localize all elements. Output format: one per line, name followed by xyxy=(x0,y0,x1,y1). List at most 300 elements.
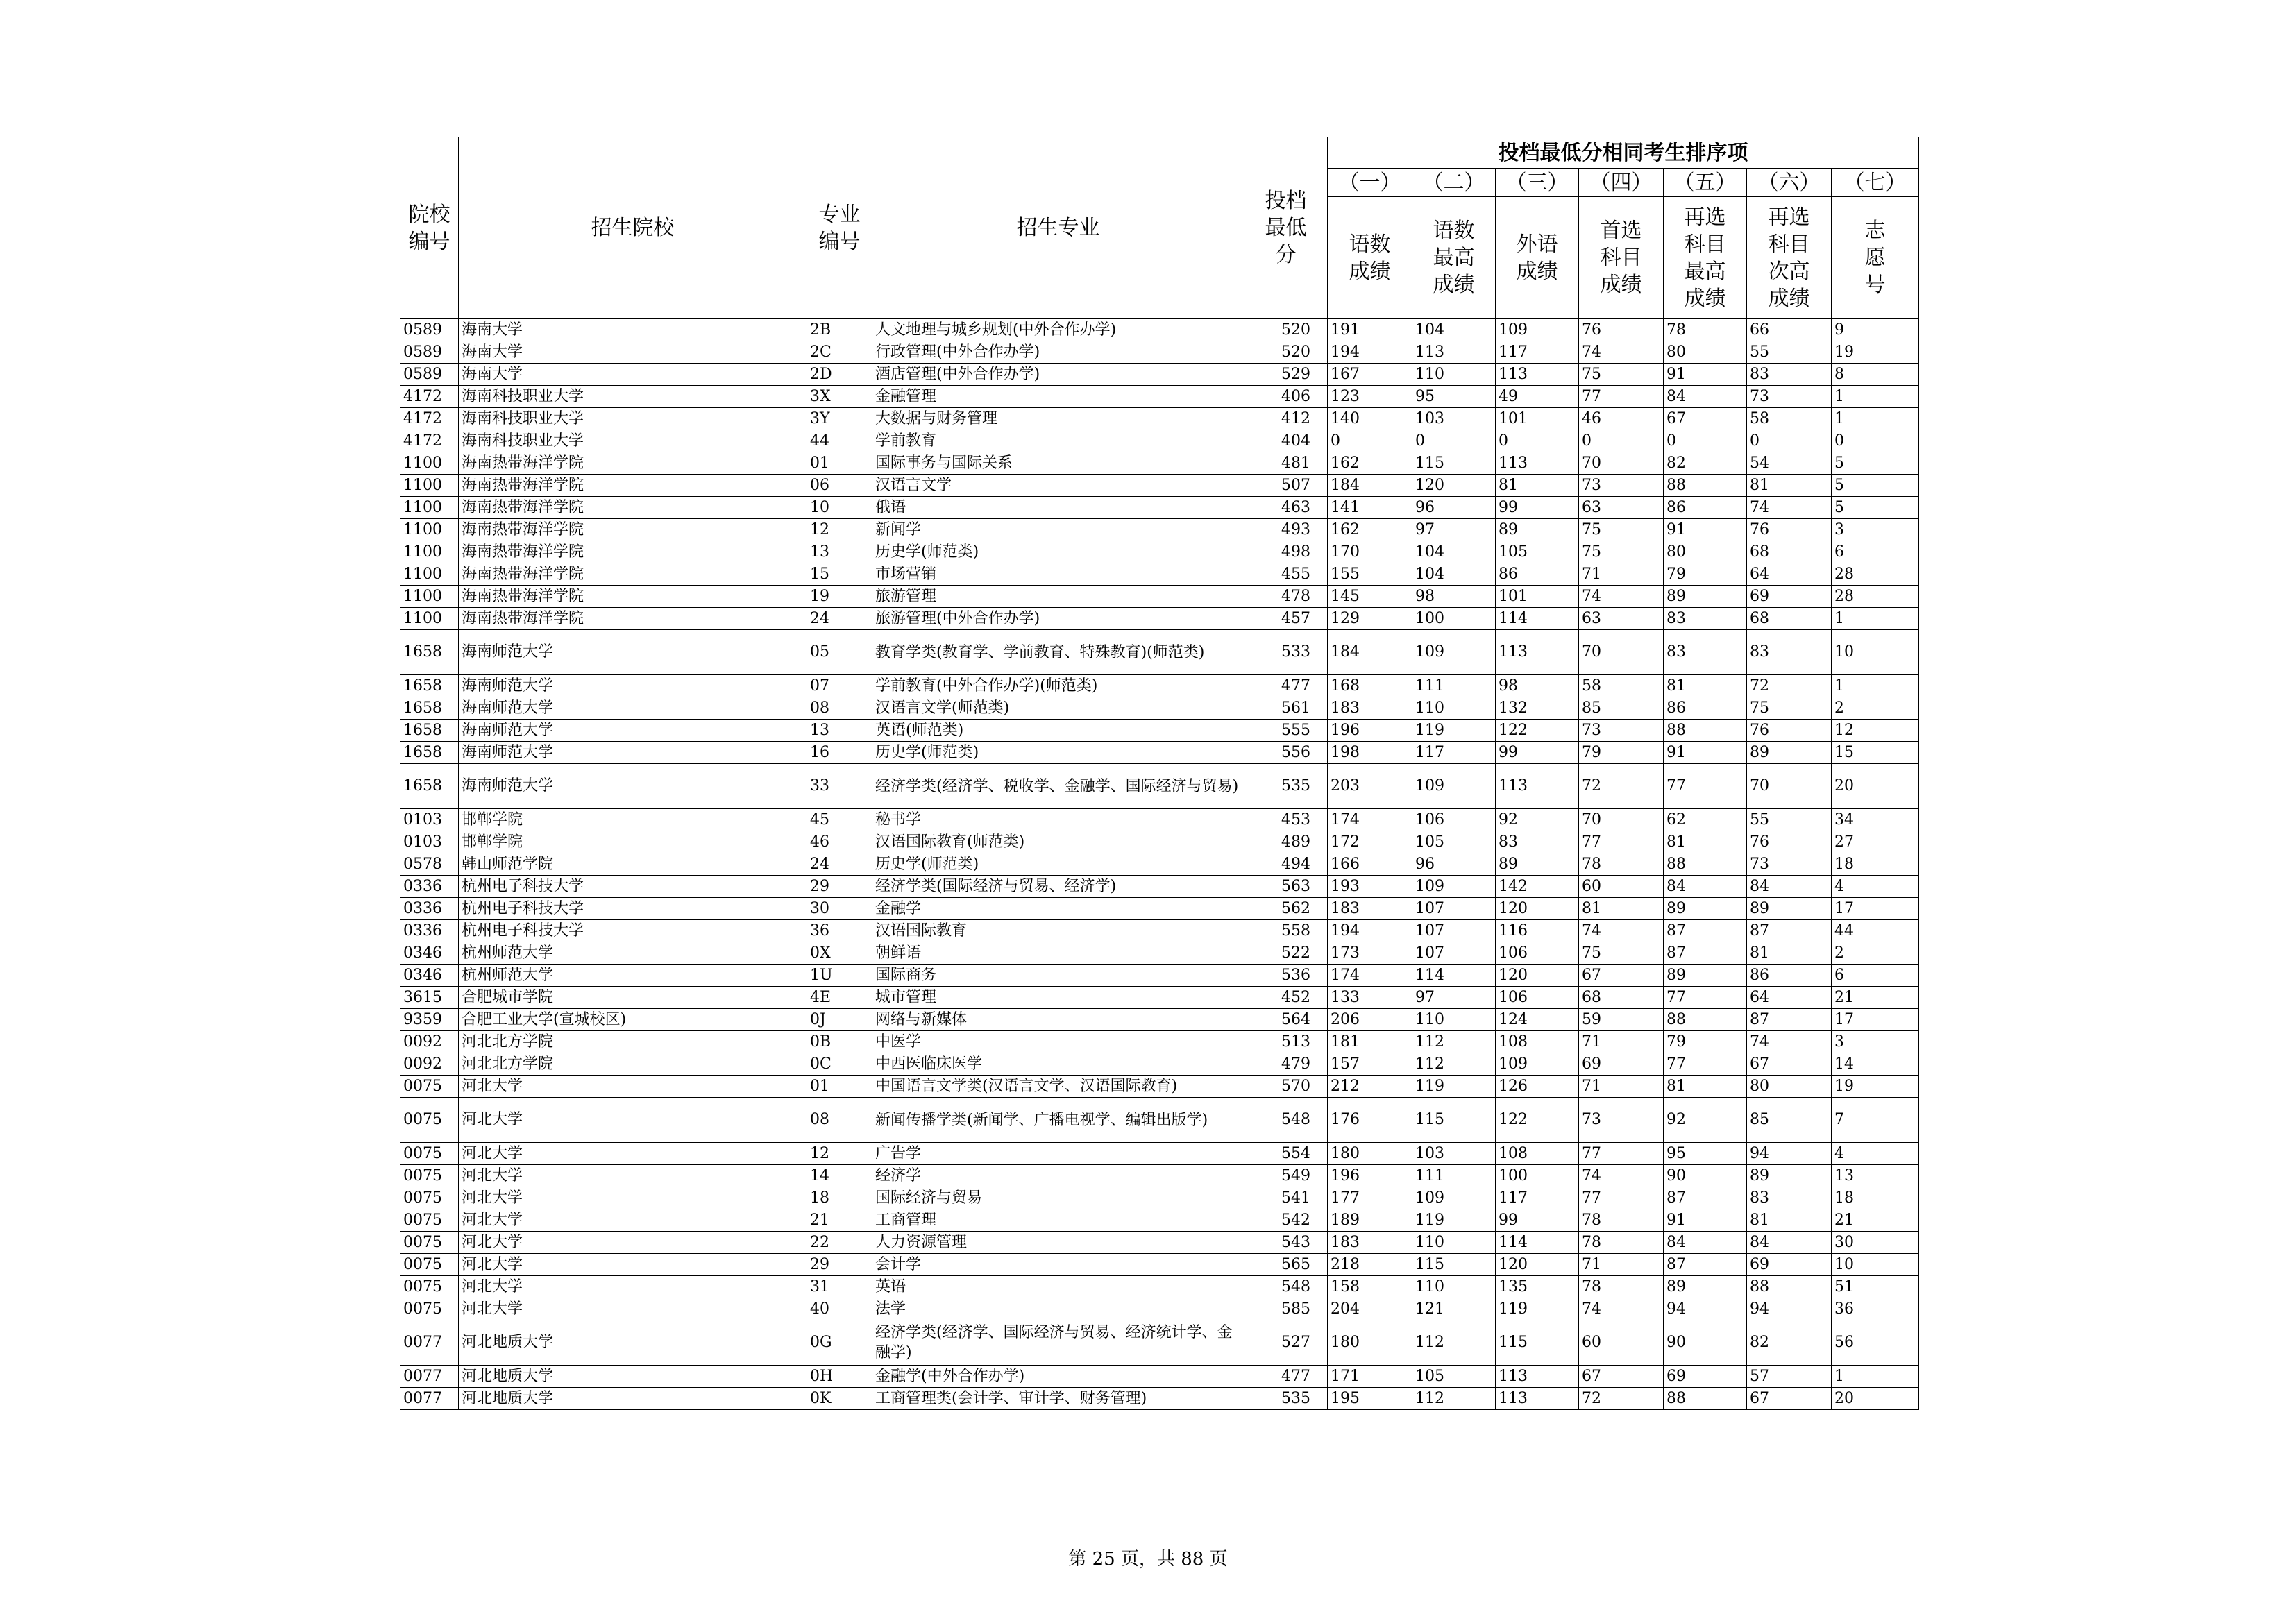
school-name-cell: 合肥城市学院 xyxy=(459,987,807,1009)
header-sub-label: 再选 科目 次高 成绩 xyxy=(1747,197,1832,319)
major-name-cell: 会计学 xyxy=(872,1254,1244,1276)
school-name-cell: 海南师范大学 xyxy=(459,675,807,697)
school-code-cell: 0075 xyxy=(400,1232,459,1254)
major-code-cell: 0J xyxy=(807,1009,872,1031)
school-name-cell: 海南热带海洋学院 xyxy=(459,541,807,563)
school-name-cell: 河北大学 xyxy=(459,1098,807,1143)
major-name-cell: 行政管理(中外合作办学) xyxy=(872,341,1244,364)
major-code-cell: 08 xyxy=(807,1098,872,1143)
first-subject-score-cell: 74 xyxy=(1579,920,1664,942)
school-code-cell: 0346 xyxy=(400,965,459,987)
preference-number-cell: 3 xyxy=(1832,519,1919,541)
school-name-cell: 海南科技职业大学 xyxy=(459,386,807,408)
preference-number-cell: 17 xyxy=(1832,898,1919,920)
re-select-max-cell: 79 xyxy=(1664,563,1747,586)
major-code-cell: 0C xyxy=(807,1053,872,1076)
preference-number-cell: 9 xyxy=(1832,319,1919,341)
major-name-cell: 人文地理与城乡规划(中外合作办学) xyxy=(872,319,1244,341)
min-score-cell: 477 xyxy=(1244,675,1328,697)
school-name-cell: 海南热带海洋学院 xyxy=(459,519,807,541)
major-name-cell: 学前教育 xyxy=(872,430,1244,452)
school-code-cell: 1100 xyxy=(400,452,459,475)
major-name-cell: 新闻学 xyxy=(872,519,1244,541)
foreign-lang-score-cell: 120 xyxy=(1496,965,1579,987)
school-code-cell: 0589 xyxy=(400,364,459,386)
table-row xyxy=(400,319,1919,341)
preference-number-cell: 19 xyxy=(1832,341,1919,364)
school-code-cell: 1100 xyxy=(400,541,459,563)
re-select-second-cell: 94 xyxy=(1747,1143,1832,1165)
school-code-cell: 0077 xyxy=(400,1388,459,1410)
major-name-cell: 旅游管理(中外合作办学) xyxy=(872,608,1244,630)
foreign-lang-score-cell: 113 xyxy=(1496,364,1579,386)
table-row xyxy=(400,1298,1919,1320)
major-name-cell: 英语 xyxy=(872,1276,1244,1298)
first-subject-score-cell: 58 xyxy=(1579,675,1664,697)
re-select-second-cell: 86 xyxy=(1747,965,1832,987)
school-name-cell: 杭州电子科技大学 xyxy=(459,920,807,942)
school-name-cell: 河北大学 xyxy=(459,1276,807,1298)
foreign-lang-score-cell: 98 xyxy=(1496,675,1579,697)
table-row xyxy=(400,1165,1919,1187)
table-row xyxy=(400,942,1919,965)
min-score-cell: 463 xyxy=(1244,497,1328,519)
foreign-lang-score-cell: 109 xyxy=(1496,319,1579,341)
preference-number-cell: 56 xyxy=(1832,1320,1919,1366)
chinese-math-score-cell: 194 xyxy=(1328,341,1412,364)
re-select-second-cell: 94 xyxy=(1747,1298,1832,1320)
major-name-cell: 市场营销 xyxy=(872,563,1244,586)
school-name-cell: 海南大学 xyxy=(459,319,807,341)
major-code-cell: 0G xyxy=(807,1320,872,1366)
min-score-cell: 404 xyxy=(1244,430,1328,452)
school-name-cell: 河北地质大学 xyxy=(459,1366,807,1388)
foreign-lang-score-cell: 101 xyxy=(1496,586,1579,608)
table-row xyxy=(400,630,1919,675)
table-row xyxy=(400,809,1919,831)
first-subject-score-cell: 72 xyxy=(1579,764,1664,809)
chinese-math-max-cell: 114 xyxy=(1412,965,1496,987)
major-code-cell: 22 xyxy=(807,1232,872,1254)
foreign-lang-score-cell: 99 xyxy=(1496,1209,1579,1232)
school-name-cell: 海南大学 xyxy=(459,341,807,364)
re-select-max-cell: 86 xyxy=(1664,697,1747,720)
school-name-cell: 邯郸学院 xyxy=(459,809,807,831)
preference-number-cell: 18 xyxy=(1832,853,1919,876)
re-select-second-cell: 85 xyxy=(1747,1098,1832,1143)
chinese-math-score-cell: 184 xyxy=(1328,630,1412,675)
first-subject-score-cell: 74 xyxy=(1579,1298,1664,1320)
chinese-math-max-cell: 98 xyxy=(1412,586,1496,608)
preference-number-cell: 2 xyxy=(1832,942,1919,965)
first-subject-score-cell: 75 xyxy=(1579,519,1664,541)
table-row xyxy=(400,1053,1919,1076)
preference-number-cell: 27 xyxy=(1832,831,1919,853)
min-score-cell: 542 xyxy=(1244,1209,1328,1232)
major-code-cell: 08 xyxy=(807,697,872,720)
school-code-cell: 0336 xyxy=(400,898,459,920)
major-code-cell: 01 xyxy=(807,452,872,475)
major-name-cell: 汉语国际教育 xyxy=(872,920,1244,942)
major-name-cell: 金融学 xyxy=(872,898,1244,920)
table-row xyxy=(400,876,1919,898)
school-code-cell: 1100 xyxy=(400,608,459,630)
re-select-max-cell: 82 xyxy=(1664,452,1747,475)
major-code-cell: 13 xyxy=(807,720,872,742)
major-code-cell: 12 xyxy=(807,1143,872,1165)
school-code-cell: 0077 xyxy=(400,1366,459,1388)
school-name-cell: 杭州师范大学 xyxy=(459,942,807,965)
preference-number-cell: 4 xyxy=(1832,876,1919,898)
min-score-cell: 452 xyxy=(1244,987,1328,1009)
re-select-second-cell: 83 xyxy=(1747,364,1832,386)
min-score-cell: 520 xyxy=(1244,319,1328,341)
chinese-math-max-cell: 97 xyxy=(1412,519,1496,541)
table-row xyxy=(400,853,1919,876)
preference-number-cell: 2 xyxy=(1832,697,1919,720)
school-code-cell: 4172 xyxy=(400,386,459,408)
table-row xyxy=(400,430,1919,452)
chinese-math-max-cell: 119 xyxy=(1412,720,1496,742)
chinese-math-score-cell: 170 xyxy=(1328,541,1412,563)
school-name-cell: 河北地质大学 xyxy=(459,1388,807,1410)
school-name-cell: 海南科技职业大学 xyxy=(459,430,807,452)
re-select-max-cell: 89 xyxy=(1664,965,1747,987)
preference-number-cell: 7 xyxy=(1832,1098,1919,1143)
preference-number-cell: 1 xyxy=(1832,1366,1919,1388)
table-row xyxy=(400,364,1919,386)
min-score-cell: 522 xyxy=(1244,942,1328,965)
first-subject-score-cell: 74 xyxy=(1579,341,1664,364)
foreign-lang-score-cell: 142 xyxy=(1496,876,1579,898)
first-subject-score-cell: 78 xyxy=(1579,1276,1664,1298)
re-select-second-cell: 55 xyxy=(1747,341,1832,364)
re-select-second-cell: 68 xyxy=(1747,541,1832,563)
re-select-max-cell: 77 xyxy=(1664,764,1747,809)
major-name-cell: 金融管理 xyxy=(872,386,1244,408)
major-name-cell: 秘书学 xyxy=(872,809,1244,831)
table-row xyxy=(400,1366,1919,1388)
major-code-cell: 45 xyxy=(807,809,872,831)
first-subject-score-cell: 77 xyxy=(1579,1187,1664,1209)
re-select-second-cell: 84 xyxy=(1747,1232,1832,1254)
school-code-cell: 0589 xyxy=(400,319,459,341)
table-row xyxy=(400,541,1919,563)
re-select-max-cell: 91 xyxy=(1664,519,1747,541)
foreign-lang-score-cell: 0 xyxy=(1496,430,1579,452)
major-code-cell: 2D xyxy=(807,364,872,386)
table-row xyxy=(400,1143,1919,1165)
foreign-lang-score-cell: 113 xyxy=(1496,630,1579,675)
preference-number-cell: 34 xyxy=(1832,809,1919,831)
re-select-max-cell: 77 xyxy=(1664,1053,1747,1076)
chinese-math-max-cell: 103 xyxy=(1412,1143,1496,1165)
min-score-cell: 478 xyxy=(1244,586,1328,608)
school-name-cell: 河北大学 xyxy=(459,1076,807,1098)
preference-number-cell: 4 xyxy=(1832,1143,1919,1165)
school-name-cell: 河北北方学院 xyxy=(459,1031,807,1053)
major-code-cell: 24 xyxy=(807,853,872,876)
foreign-lang-score-cell: 126 xyxy=(1496,1076,1579,1098)
chinese-math-max-cell: 97 xyxy=(1412,987,1496,1009)
re-select-max-cell: 88 xyxy=(1664,1388,1747,1410)
header-sub-label: 志 愿 号 xyxy=(1832,197,1919,319)
preference-number-cell: 1 xyxy=(1832,408,1919,430)
major-code-cell: 15 xyxy=(807,563,872,586)
table-body xyxy=(400,319,1919,1410)
header-sub-label: 语数 最高 成绩 xyxy=(1412,197,1496,319)
school-code-cell: 0336 xyxy=(400,876,459,898)
chinese-math-score-cell: 198 xyxy=(1328,742,1412,764)
school-name-cell: 海南师范大学 xyxy=(459,742,807,764)
re-select-second-cell: 64 xyxy=(1747,987,1832,1009)
chinese-math-score-cell: 174 xyxy=(1328,965,1412,987)
header-min-score: 投档 最低 分 xyxy=(1244,137,1328,319)
chinese-math-score-cell: 168 xyxy=(1328,675,1412,697)
school-name-cell: 河北北方学院 xyxy=(459,1053,807,1076)
chinese-math-max-cell: 117 xyxy=(1412,742,1496,764)
min-score-cell: 493 xyxy=(1244,519,1328,541)
re-select-max-cell: 0 xyxy=(1664,430,1747,452)
re-select-second-cell: 80 xyxy=(1747,1076,1832,1098)
re-select-max-cell: 87 xyxy=(1664,920,1747,942)
major-code-cell: 4E xyxy=(807,987,872,1009)
chinese-math-score-cell: 218 xyxy=(1328,1254,1412,1276)
re-select-second-cell: 89 xyxy=(1747,742,1832,764)
first-subject-score-cell: 67 xyxy=(1579,965,1664,987)
min-score-cell: 479 xyxy=(1244,1053,1328,1076)
first-subject-score-cell: 63 xyxy=(1579,497,1664,519)
school-code-cell: 0075 xyxy=(400,1098,459,1143)
first-subject-score-cell: 78 xyxy=(1579,853,1664,876)
table-row xyxy=(400,675,1919,697)
preference-number-cell: 15 xyxy=(1832,742,1919,764)
chinese-math-max-cell: 110 xyxy=(1412,1009,1496,1031)
first-subject-score-cell: 71 xyxy=(1579,1076,1664,1098)
preference-number-cell: 5 xyxy=(1832,452,1919,475)
major-code-cell: 30 xyxy=(807,898,872,920)
foreign-lang-score-cell: 115 xyxy=(1496,1320,1579,1366)
re-select-max-cell: 89 xyxy=(1664,586,1747,608)
re-select-max-cell: 90 xyxy=(1664,1165,1747,1187)
re-select-max-cell: 88 xyxy=(1664,720,1747,742)
major-name-cell: 汉语国际教育(师范类) xyxy=(872,831,1244,853)
chinese-math-score-cell: 196 xyxy=(1328,1165,1412,1187)
header-sub-label: 语数 成绩 xyxy=(1328,197,1412,319)
chinese-math-max-cell: 112 xyxy=(1412,1053,1496,1076)
school-name-cell: 海南师范大学 xyxy=(459,697,807,720)
foreign-lang-score-cell: 120 xyxy=(1496,1254,1579,1276)
chinese-math-max-cell: 119 xyxy=(1412,1209,1496,1232)
first-subject-score-cell: 68 xyxy=(1579,987,1664,1009)
chinese-math-score-cell: 212 xyxy=(1328,1076,1412,1098)
header-sub-label: 外语 成绩 xyxy=(1496,197,1579,319)
school-code-cell: 1100 xyxy=(400,497,459,519)
preference-number-cell: 21 xyxy=(1832,987,1919,1009)
min-score-cell: 406 xyxy=(1244,386,1328,408)
re-select-second-cell: 81 xyxy=(1747,475,1832,497)
major-name-cell: 经济学类(经济学、国际经济与贸易、经济统计学、金融学) xyxy=(872,1320,1244,1366)
re-select-max-cell: 81 xyxy=(1664,675,1747,697)
first-subject-score-cell: 70 xyxy=(1579,809,1664,831)
major-code-cell: 46 xyxy=(807,831,872,853)
school-name-cell: 河北大学 xyxy=(459,1165,807,1187)
chinese-math-score-cell: 129 xyxy=(1328,608,1412,630)
chinese-math-max-cell: 95 xyxy=(1412,386,1496,408)
chinese-math-score-cell: 145 xyxy=(1328,586,1412,608)
header-sub-index: （一） xyxy=(1328,169,1412,197)
chinese-math-max-cell: 100 xyxy=(1412,608,1496,630)
first-subject-score-cell: 60 xyxy=(1579,1320,1664,1366)
foreign-lang-score-cell: 99 xyxy=(1496,497,1579,519)
re-select-max-cell: 87 xyxy=(1664,942,1747,965)
major-code-cell: 21 xyxy=(807,1209,872,1232)
major-name-cell: 英语(师范类) xyxy=(872,720,1244,742)
major-name-cell: 汉语言文学(师范类) xyxy=(872,697,1244,720)
school-name-cell: 河北大学 xyxy=(459,1254,807,1276)
chinese-math-max-cell: 110 xyxy=(1412,697,1496,720)
min-score-cell: 543 xyxy=(1244,1232,1328,1254)
table-row xyxy=(400,1254,1919,1276)
preference-number-cell: 12 xyxy=(1832,720,1919,742)
major-code-cell: 29 xyxy=(807,1254,872,1276)
chinese-math-max-cell: 104 xyxy=(1412,541,1496,563)
major-code-cell: 10 xyxy=(807,497,872,519)
min-score-cell: 555 xyxy=(1244,720,1328,742)
table-row xyxy=(400,475,1919,497)
chinese-math-score-cell: 173 xyxy=(1328,942,1412,965)
foreign-lang-score-cell: 135 xyxy=(1496,1276,1579,1298)
preference-number-cell: 5 xyxy=(1832,497,1919,519)
major-name-cell: 广告学 xyxy=(872,1143,1244,1165)
preference-number-cell: 10 xyxy=(1832,1254,1919,1276)
table-row xyxy=(400,1031,1919,1053)
major-name-cell: 汉语言文学 xyxy=(872,475,1244,497)
foreign-lang-score-cell: 117 xyxy=(1496,341,1579,364)
chinese-math-max-cell: 104 xyxy=(1412,319,1496,341)
first-subject-score-cell: 70 xyxy=(1579,452,1664,475)
chinese-math-score-cell: 155 xyxy=(1328,563,1412,586)
first-subject-score-cell: 85 xyxy=(1579,697,1664,720)
first-subject-score-cell: 67 xyxy=(1579,1366,1664,1388)
school-name-cell: 邯郸学院 xyxy=(459,831,807,853)
re-select-max-cell: 83 xyxy=(1664,608,1747,630)
table-row xyxy=(400,452,1919,475)
re-select-second-cell: 89 xyxy=(1747,1165,1832,1187)
chinese-math-score-cell: 194 xyxy=(1328,920,1412,942)
re-select-second-cell: 69 xyxy=(1747,586,1832,608)
re-select-max-cell: 87 xyxy=(1664,1187,1747,1209)
chinese-math-score-cell: 172 xyxy=(1328,831,1412,853)
school-name-cell: 海南热带海洋学院 xyxy=(459,608,807,630)
first-subject-score-cell: 71 xyxy=(1579,1031,1664,1053)
re-select-max-cell: 88 xyxy=(1664,475,1747,497)
major-name-cell: 教育学类(教育学、学前教育、特殊教育)(师范类) xyxy=(872,630,1244,675)
re-select-second-cell: 81 xyxy=(1747,1209,1832,1232)
foreign-lang-score-cell: 132 xyxy=(1496,697,1579,720)
header-school-code: 院校 编号 xyxy=(400,137,459,319)
first-subject-score-cell: 75 xyxy=(1579,942,1664,965)
foreign-lang-score-cell: 124 xyxy=(1496,1009,1579,1031)
preference-number-cell: 6 xyxy=(1832,541,1919,563)
re-select-max-cell: 88 xyxy=(1664,853,1747,876)
re-select-second-cell: 67 xyxy=(1747,1388,1832,1410)
foreign-lang-score-cell: 86 xyxy=(1496,563,1579,586)
re-select-second-cell: 84 xyxy=(1747,876,1832,898)
table-row xyxy=(400,831,1919,853)
header-sub-index: （六） xyxy=(1747,169,1832,197)
school-name-cell: 海南科技职业大学 xyxy=(459,408,807,430)
major-code-cell: 1U xyxy=(807,965,872,987)
chinese-math-max-cell: 0 xyxy=(1412,430,1496,452)
first-subject-score-cell: 73 xyxy=(1579,1098,1664,1143)
preference-number-cell: 21 xyxy=(1832,1209,1919,1232)
chinese-math-max-cell: 96 xyxy=(1412,853,1496,876)
chinese-math-score-cell: 167 xyxy=(1328,364,1412,386)
chinese-math-score-cell: 157 xyxy=(1328,1053,1412,1076)
chinese-math-score-cell: 189 xyxy=(1328,1209,1412,1232)
table-row xyxy=(400,697,1919,720)
chinese-math-max-cell: 112 xyxy=(1412,1031,1496,1053)
chinese-math-max-cell: 96 xyxy=(1412,497,1496,519)
chinese-math-score-cell: 184 xyxy=(1328,475,1412,497)
foreign-lang-score-cell: 113 xyxy=(1496,452,1579,475)
school-code-cell: 9359 xyxy=(400,1009,459,1031)
school-name-cell: 合肥工业大学(宣城校区) xyxy=(459,1009,807,1031)
foreign-lang-score-cell: 92 xyxy=(1496,809,1579,831)
major-code-cell: 14 xyxy=(807,1165,872,1187)
major-name-cell: 历史学(师范类) xyxy=(872,853,1244,876)
major-name-cell: 国际商务 xyxy=(872,965,1244,987)
foreign-lang-score-cell: 105 xyxy=(1496,541,1579,563)
re-select-max-cell: 77 xyxy=(1664,987,1747,1009)
major-code-cell: 0K xyxy=(807,1388,872,1410)
chinese-math-max-cell: 109 xyxy=(1412,876,1496,898)
header-sub-index: （三） xyxy=(1496,169,1579,197)
chinese-math-score-cell: 162 xyxy=(1328,519,1412,541)
foreign-lang-score-cell: 114 xyxy=(1496,608,1579,630)
min-score-cell: 554 xyxy=(1244,1143,1328,1165)
table-row xyxy=(400,920,1919,942)
re-select-second-cell: 54 xyxy=(1747,452,1832,475)
school-code-cell: 1658 xyxy=(400,675,459,697)
first-subject-score-cell: 74 xyxy=(1579,1165,1664,1187)
chinese-math-score-cell: 193 xyxy=(1328,876,1412,898)
major-name-cell: 历史学(师范类) xyxy=(872,541,1244,563)
foreign-lang-score-cell: 101 xyxy=(1496,408,1579,430)
chinese-math-max-cell: 109 xyxy=(1412,1187,1496,1209)
re-select-second-cell: 58 xyxy=(1747,408,1832,430)
chinese-math-max-cell: 104 xyxy=(1412,563,1496,586)
chinese-math-score-cell: 180 xyxy=(1328,1320,1412,1366)
re-select-max-cell: 81 xyxy=(1664,1076,1747,1098)
foreign-lang-score-cell: 113 xyxy=(1496,1366,1579,1388)
school-code-cell: 0077 xyxy=(400,1320,459,1366)
min-score-cell: 481 xyxy=(1244,452,1328,475)
chinese-math-score-cell: 196 xyxy=(1328,720,1412,742)
major-name-cell: 网络与新媒体 xyxy=(872,1009,1244,1031)
re-select-max-cell: 80 xyxy=(1664,541,1747,563)
table-row xyxy=(400,1076,1919,1098)
first-subject-score-cell: 78 xyxy=(1579,1232,1664,1254)
re-select-second-cell: 81 xyxy=(1747,942,1832,965)
table-row xyxy=(400,965,1919,987)
first-subject-score-cell: 79 xyxy=(1579,742,1664,764)
re-select-max-cell: 62 xyxy=(1664,809,1747,831)
preference-number-cell: 5 xyxy=(1832,475,1919,497)
re-select-max-cell: 78 xyxy=(1664,319,1747,341)
first-subject-score-cell: 78 xyxy=(1579,1209,1664,1232)
